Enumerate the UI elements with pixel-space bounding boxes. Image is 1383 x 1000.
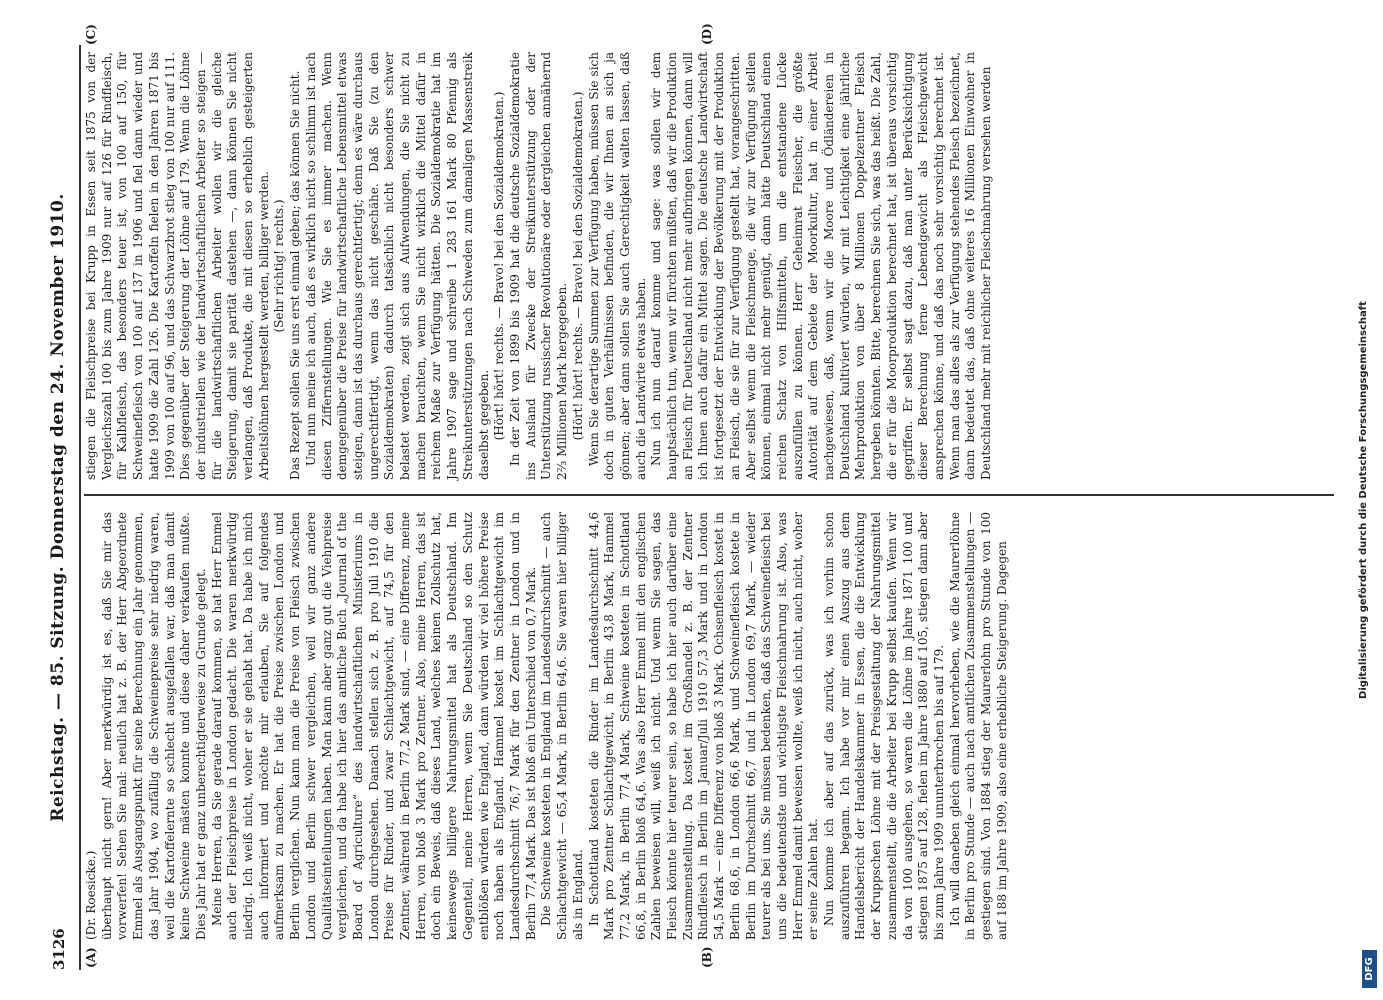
paragraph: Nun komme ich aber auf das zurück, was ich vorhin schon auszuführen begann. Ich habe vor mir einen Auszug aus dem Handelsbericht der Handelskammer in Essen, die die Entwicklung der Kruppschen Löhne mit der Preisgestaltung der Nahrungsmittel zusammenstellt, die die Arbeiter bei Krupp selbst kaufen. Wenn wir da von 100 ausgehen, so waren die Löhne im Jahre 1871 100 und stiegen 1875 auf 128, fielen im Jahre 1880 auf 105, stiegen dann aber bis zum Jahre 1909 ununterbrochen bis auf 179. [822,512,946,940]
digitization-credit: Digitalisierung gefördert durch die Deutsche Forschungsgemeinschaft [1358,301,1369,699]
paragraph: (Sehr richtig! rechts.) [272,199,287,333]
column-divider [84,494,1334,496]
left-text-column [84,512,1010,940]
paragraph: stiegen die Fleischpreise bei Krupp in Essen seit 1875 von der Vergleichszahl 100 bis zum Jahre 1909 nur auf 126 für Rindfleisch, für Kalbfleisch, das besonders teuer ist, von 100 auf 150, für Schweinefleisch von 100 auf 137 in 1906 und fiel dann wieder und hatte 1909 die Zahl 126. Die Kartoffeln fielen in den Jahren 1871 bis 1909 von 100 auf 96, und das Schwarzbrot stieg von 100 nur auf 111. Dies gegenüber der Steigerung der Löhne auf 179. Wenn die Löhne der industriellen wie der landwirtschaftlichen Arbeiter so steigen — für die landwirtschaftlichen Arbeiter wollen wir die gleiche Steigerung, damit sie parität dastehen —, dann können Sie nicht verlangen, daß Produkte, die mit diesen so erheblich gesteigerten Arbeitslöhnen hergestellt werden, billiger werden. [84,52,271,480]
margin-mark-c: (C) [84,24,98,45]
paragraph: (Dr. Roesicke.) [84,850,98,940]
margin-mark-b: (B) [700,946,714,968]
header-rule [79,45,81,970]
paragraph: Ich will daneben gleich einmal hervorheben, wie die Maurerlöhne in Berlin pro Stunde — auch nach amtlichen Zusammenstellungen — gestiegen sind. Von 1884 stieg der Maurerlohn pro Stunde von 100 auf 188 im Jahre 1909, also eine erhebliche Steigerung. Dagegen [947,512,1009,940]
paragraph: Meine Herren, da Sie gerade darauf kommen, so hat Herr Emmel auch der Fleischpreise in London gedacht. Die waren merkwürdig niedrig. Ich weiß nicht, woher er sie gehabt hat. Da habe ich mich auch informiert und möchte mir erlauben, Sie auf folgendes aufmerksam zu machen. Er hat die Preise zwischen London und Berlin verglichen. Nun kann man die Preise von Fleisch zwischen London und Berlin schwer vergleichen, weil wir ganz andere Qualitätseinteilungen haben. Man kann aber ganz gut die Viehpreise vergleichen, und da habe ich hier das amtliche Buch „Journal of the Board of Agriculture“ des landwirtschaftlichen Ministeriums in London durchgesehen. Danach stellen sich z. B. pro Juli 1910 die Preise für Rinder, und zwar Schlachtgewicht, auf 74,5 für den Zentner, während in Berlin 77,2 Mark sind, — eine Differenz, meine Herren, von bloß 3 Mark pro Zentner. Also, meine Herren, das ist doch ein Beweis, daß dieses Land, welches keinen Zollschutz hat, keineswegs billigere Nahrungsmittel hat als Deutschland. Im Gegenteil, meine Herren, wenn Sie Deutschland so den Schutz entblößen würden wie England, dann würden wir viel höhere Preise noch haben als England. Hammel kostet im Schlachtgewicht im Landesdurchschnitt 76,7 Mark für den Zentner in London und in Berlin 77,4 Mark. Das ist bloß ein Unterschied von 0,7 Mark. [209,512,538,940]
paragraph: In der Zeit von 1899 bis 1909 hat die deutsche Sozialdemokratie ins Ausland für Zwecke der Streikunterstützung oder der Unterstützung russischer Revolutionäre oder dergleichen annähernd 2⅔ Millionen Mark hergegeben. [507,52,570,480]
paragraph: In Schottland kosteten die Rinder im Landesdurchschnitt 44,6 Mark pro Zentner Schlachtgewicht, in Berlin 43,8 Mark, Hammel 77,2 Mark, in Berlin 77,4 Mark, Schweine kosteten in Schottland 66,8, in Berlin bloß 64,6. Was also Herr Emmel mit den englischen Zahlen beweisen will, weiß ich nicht. Und wenn Sie sagen, das Fleisch könnte hier teurer sein, so habe ich hier auch darüber eine Zusammenstellung. Da kostet im Großhandel z. B. der Zentner Rindfleisch in Berlin im Januar/Juli 1910 57,3 Mark und in London 54,5 Mark — eine Differenz von bloß 3 Mark. Ochsenfleisch kostet in Berlin 68,6, in London 66,6 Mark, und Schweinefleisch kostete in Berlin im Durchschnitt 66,7 und in London 69,7 Mark, — wieder teurer als bei uns. Sie müssen bedenken, daß das Schweinefleisch bei uns die bedeutendste und wichtigste Fleischnahrung ist. Also, was Herr Emmel damit beweisen wollte, weiß ich nicht, auch nicht, woher er seine Zahlen hat. [586,512,821,940]
margin-mark-a: (A) [84,947,98,968]
paragraph: überhaupt nicht gern! Aber merkwürdig ist es, daß Sie mir das vorwerfen! Sehen Sie mal: neulich hat z. B. der Herr Abgeordnete Emmel als Ausgangspunkt für seine Berechnung ein Jahr genommen, das Jahr 1904, wo zufällig die Schweinepreise sehr niedrig waren, weil die Kartoffelernte so schlecht ausgefallen war, daß man damit keine Schweine mästen konnte und diese daher verkaufen mußte. Dies Jahr hat er ganz unberechtigterweise zu Grunde gelegt. [99,512,208,940]
paragraph: Das Rezept sollen Sie uns erst einmal geben; das können Sie nicht. [288,70,303,480]
paragraph: (Hört! hört! rechts. — Bravo! bei den Sozialdemokraten.) [492,91,507,441]
margin-mark-d: (D) [700,23,714,45]
paragraph: Und nun meine ich auch, daß es wirklich nicht so schlimm ist nach diesen Ziffernstellungen. Wie Sie es immer machen. Wenn demgegenüber die Preise für landwirtschaftliche Lebensmittel etwas steigen, dann ist das durchaus gerechtfertigt; denn es wäre durchaus ungerechtfertigt, wenn das nicht geschähe. Daß Sie (zu den Sozialdemokraten) dadurch tatsächlich nicht besonders schwer belastet werden, zeigt sich aus Aufwendungen, die Sie nicht zu machen brauchten, wenn Sie nicht wirklich die Mittel dafür in reichem Maße zur Verfügung hätten. Die Sozialdemokratie hat im Jahre 1907 sage und schreibe 1 283 161 Mark 80 Pfennig als Streikunterstützungen nach Schweden zum damaligen Massenstreik daselbst gegeben. [303,52,491,480]
dfg-logo: DFG [1362,950,1377,988]
paragraph: Wenn Sie derartige Summen zur Verfügung haben, müssen Sie sich doch in guten Verhältnissen befinden, die wir Ihnen an sich ja gönnen; aber dann sollen Sie auch Gerechtigkeit walten lassen, daß auch die Landwirte etwas haben. [586,52,648,480]
page-header [44,45,72,970]
right-text-column [84,52,995,480]
paragraph: Nun ich nun darauf komme und sage: was sollen wir dem hauptsächlich tun, wenn wir fürchten müßten, daß wir die Produktion an Fleisch für Deutschland nicht mehr aufbringen können, dann will ich Ihnen auch dafür ein Mittel sagen. Die deutsche Landwirtschaft ist fortgesetzt der Entwicklung der Bevölkerung mit der Produktion an Fleisch, die sie für zur Verfügung gestellt hat, vorangeschritten. Aber selbst wenn die Fleischmenge, die wir zur Verfügung stellen können, einmal nicht mehr genügt, dann hätte Deutschland einen reichen Schatz von Hilfsmitteln, um die entstandene Lücke auszufüllen zu können. Herr Geheimrat Fleischer, die größte Autorität auf dem Gebiete der Moorkultur, hat in einer Arbeit nachgewiesen, daß, wenn wir die Moore und Ödländereien in Deutschland kultiviert würden, wir mit Leichtigkeit eine jährliche Mehrproduktion von über 8 Millionen Doppelzentner Fleisch hergeben könnten. Bitte, berechnen Sie sich, was das heißt. Die Zahl, die er für die Moorproduktion berechnet hat, ist überaus vorsichtig gegriffen. Er selbst sagt dazu, daß man unter Berücksichtigung dieser Berechnung ferne Lebendgewicht als Fleischgewicht ansprechen könne, und daß das noch sehr vorsichtig berechnet ist. Wenn man das alles als zur Verfügung stehendes Fleisch bezeichnet, dann bedeutet das, daß ohne weiteres 16 Millionen Einwohner in Deutschland mehr mit reichlicher Fleischnahrung versehen werden [649,52,994,480]
paragraph: Die Schweine kosteten in England im Landesdurchschnitt — auch Schlachtgewicht — 65,4 Mark, in Berlin 64,6. Sie waren hier billiger als in England. [539,512,585,940]
page-number: 3126 [50,928,68,970]
page-title: Reichstag. — 85. Sitzung. Donnerstag den 24. November 1910. [48,193,68,822]
paragraph: (Hört! hört! rechts. — Bravo! bei den Sozialdemokraten.) [570,91,585,441]
